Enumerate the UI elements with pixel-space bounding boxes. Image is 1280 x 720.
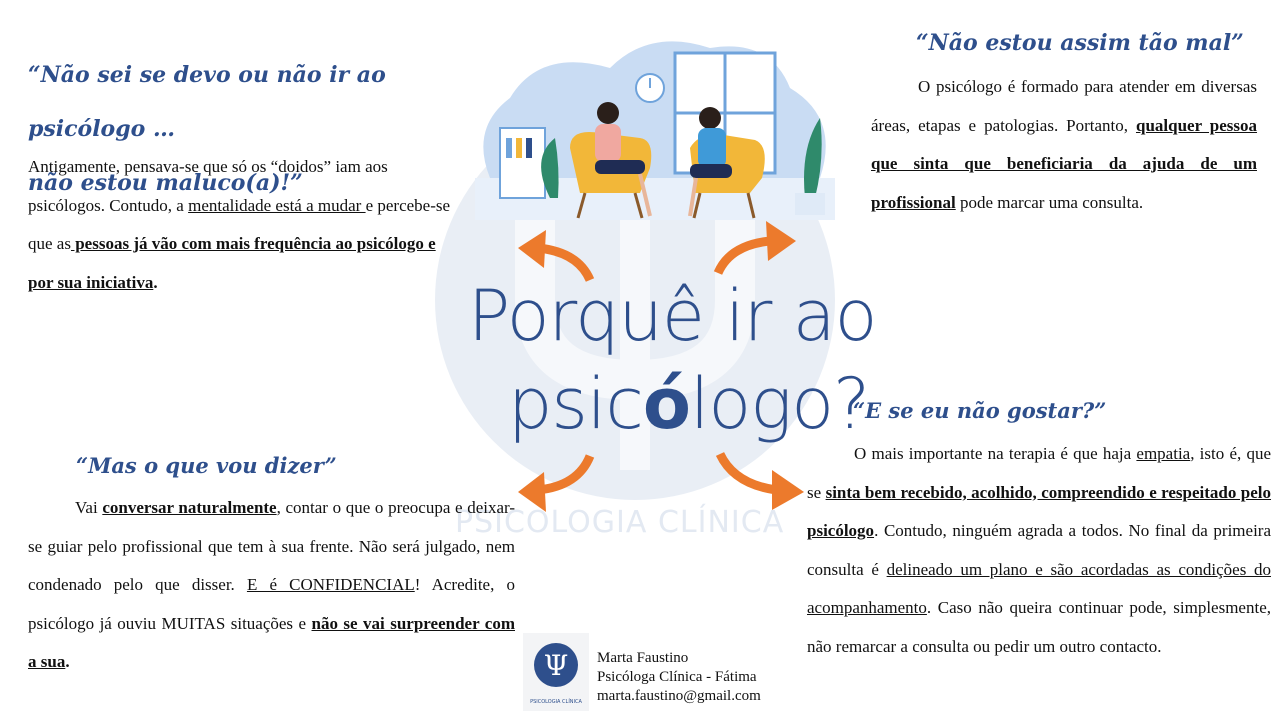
top-right-quote: “Não estou assim tão mal” bbox=[916, 30, 1244, 56]
contact-role: Psicóloga Clínica - Fátima bbox=[597, 669, 757, 685]
contact-logo-caption: PSICOLOGIA CLÍNICA bbox=[530, 699, 582, 705]
arrow-bottom-left-icon bbox=[508, 450, 598, 514]
bottom-left-paragraph: Vai conversar naturalmente, contar o que o preocupa e deixar-se guiar pelo profissional que tem à sua frente. Não será julgado, nem condenado pelo que disser. E é CONFIDENCIAL! Acredite, o psicólogo já ouviu MUITAS situações e não se vai surpreender com a sua. bbox=[28, 498, 515, 671]
therapy-illustration bbox=[470, 28, 840, 220]
top-left-paragraph: Antigamente, pensava-se que só os “doidos” iam aos psicólogos. Contudo, a mentalidade está a mudar e percebe-se que as pessoas já vão com mais frequência ao psicólogo e por sua iniciativa. bbox=[28, 157, 451, 292]
bottom-right-quote: “E se eu não gostar?” bbox=[853, 398, 1107, 423]
psi-logo-icon bbox=[523, 633, 589, 699]
svg-text:Ψ: Ψ bbox=[543, 649, 569, 682]
arrow-bottom-right-icon bbox=[712, 448, 812, 512]
title-line-1: Porquê ir ao bbox=[468, 275, 877, 357]
title-line-2: psicólogo? bbox=[508, 363, 870, 445]
arrow-top-right-icon bbox=[710, 215, 805, 277]
contact-info bbox=[597, 649, 761, 706]
page-title bbox=[468, 272, 877, 448]
bottom-left-quote: “Mas o que vou dizer” bbox=[76, 453, 337, 478]
contact-email[interactable]: marta.faustino@gmail.com bbox=[597, 688, 761, 704]
contact-logo bbox=[523, 633, 589, 711]
top-left-quote: “Não sei se devo ou não ir ao psicólogo … não estou maluco(a)!” bbox=[28, 62, 386, 196]
top-right-paragraph: O psicólogo é formado para atender em diversas áreas, etapas e patologias. Portanto, qualquer pessoa que sinta que beneficiaria da ajuda de um profissional pode marcar uma consulta. bbox=[871, 77, 1258, 212]
bottom-right-paragraph: O mais importante na terapia é que haja empatia, isto é, que se sinta bem recebido, acolhido, compreendido e respeitado pelo psicólogo. Contudo, ninguém agrada a todos. No final da primeira consulta é delineado um plano e são acordadas as condições do acompanhamento. Caso não queira continuar pode, simplesmente, não remarcar a consulta ou pedir um outro contacto. bbox=[807, 444, 1272, 656]
watermark-text: PSICOLOGIA CLÍNICA bbox=[455, 505, 785, 540]
contact-name: Marta Faustino bbox=[597, 650, 689, 666]
